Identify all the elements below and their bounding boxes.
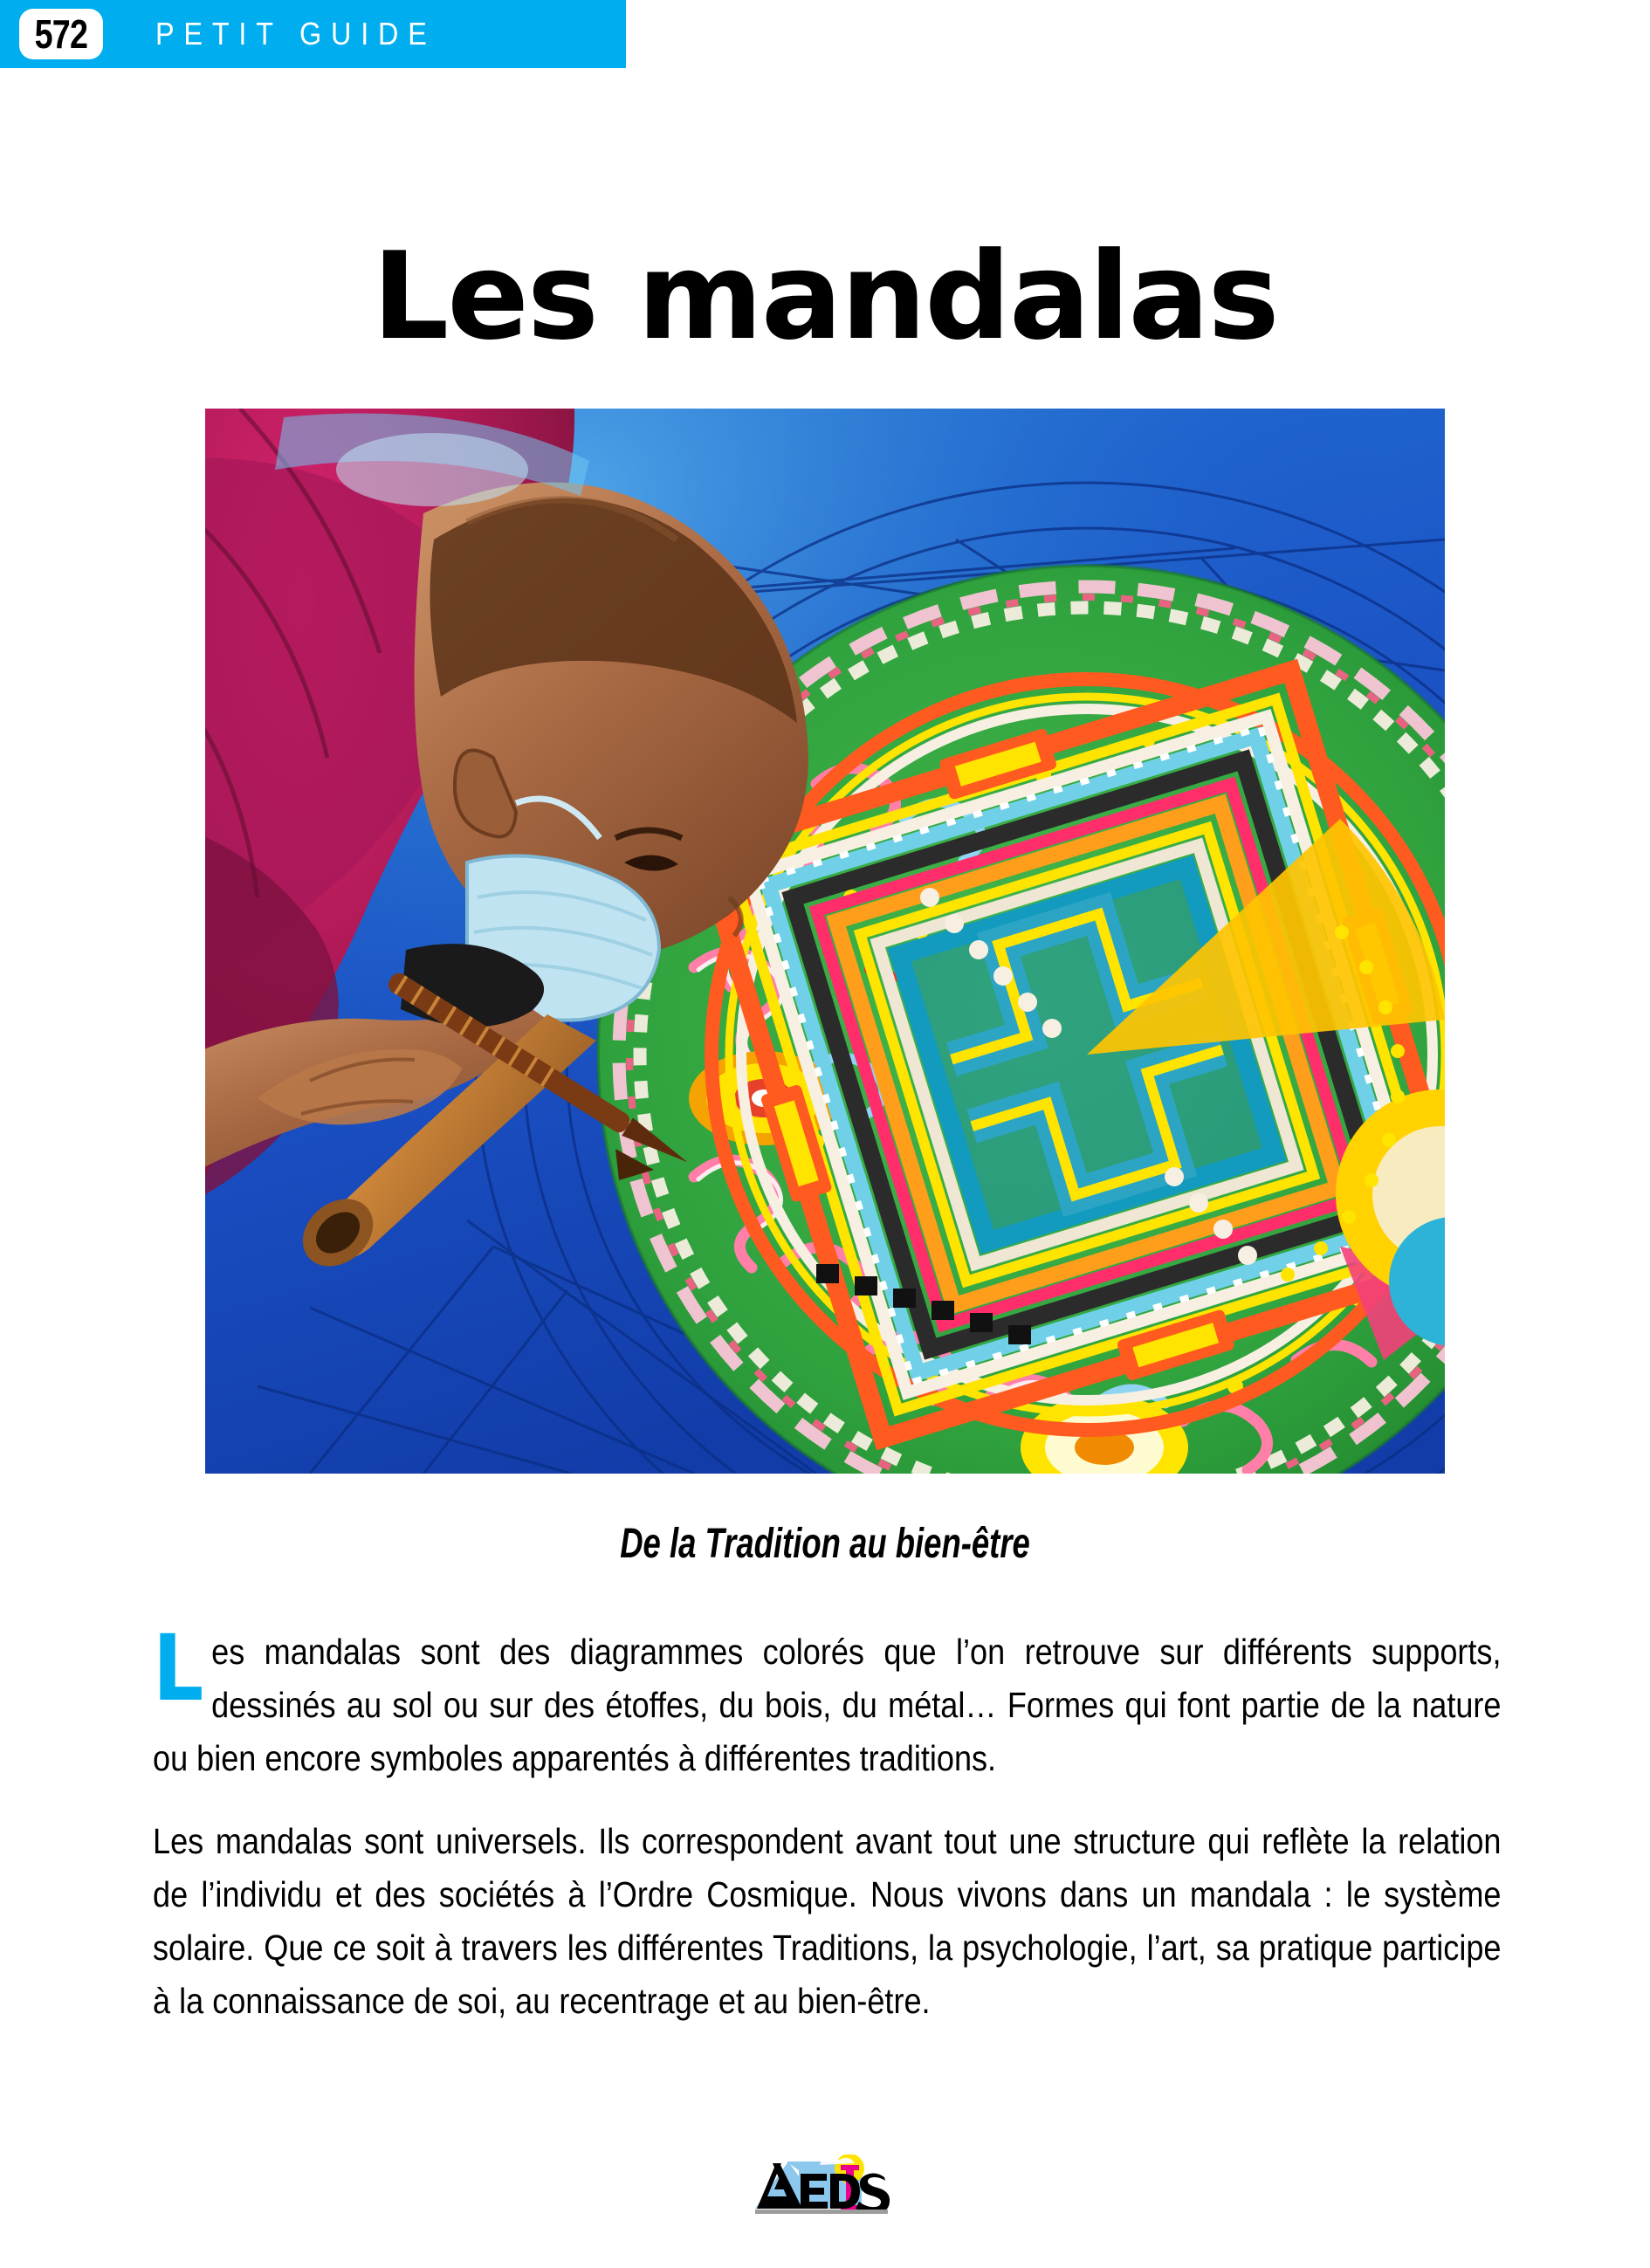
- page-title: Les mandalas: [372, 226, 1278, 368]
- aedis-logo: [746, 2155, 907, 2221]
- drop-cap: L: [153, 1615, 204, 1722]
- mandala-photo: [205, 409, 1445, 1474]
- paragraph-1: [153, 1615, 1502, 1785]
- paragraph-2: Les mandalas sont universels. Ils correspondent avant tout une structure qui reflète la relation de l’individu et des sociétés à l’Ordre Cosmique. Nous vivons dans un mandala : le système solaire. Que ce soit à travers les différentes Traditions, la psychologie, l’art, sa pratique participe à la connaissance de soi, au recentrage et au bien-être.: [153, 1821, 1502, 2021]
- collection-title: PETIT GUIDE: [155, 16, 437, 52]
- article-body: [153, 1615, 1502, 2028]
- paragraph-1-text: es mandalas sont des diagrammes colorés que l’on retrouve sur différents supports, dessinés au sol ou sur des étoffes, du bois, du métal… Formes qui font partie de la nature ou bien encore symboles apparentés à différentes traditions.: [153, 1632, 1502, 1778]
- photo-caption: De la Tradition au bien-être: [620, 1521, 1030, 1567]
- page-number-badge: [19, 9, 103, 59]
- page-number: 572: [34, 11, 88, 57]
- aedis-logo-mark: [746, 2155, 907, 2221]
- mandala-photo-illustration: [205, 409, 1445, 1474]
- header-band: [0, 0, 626, 68]
